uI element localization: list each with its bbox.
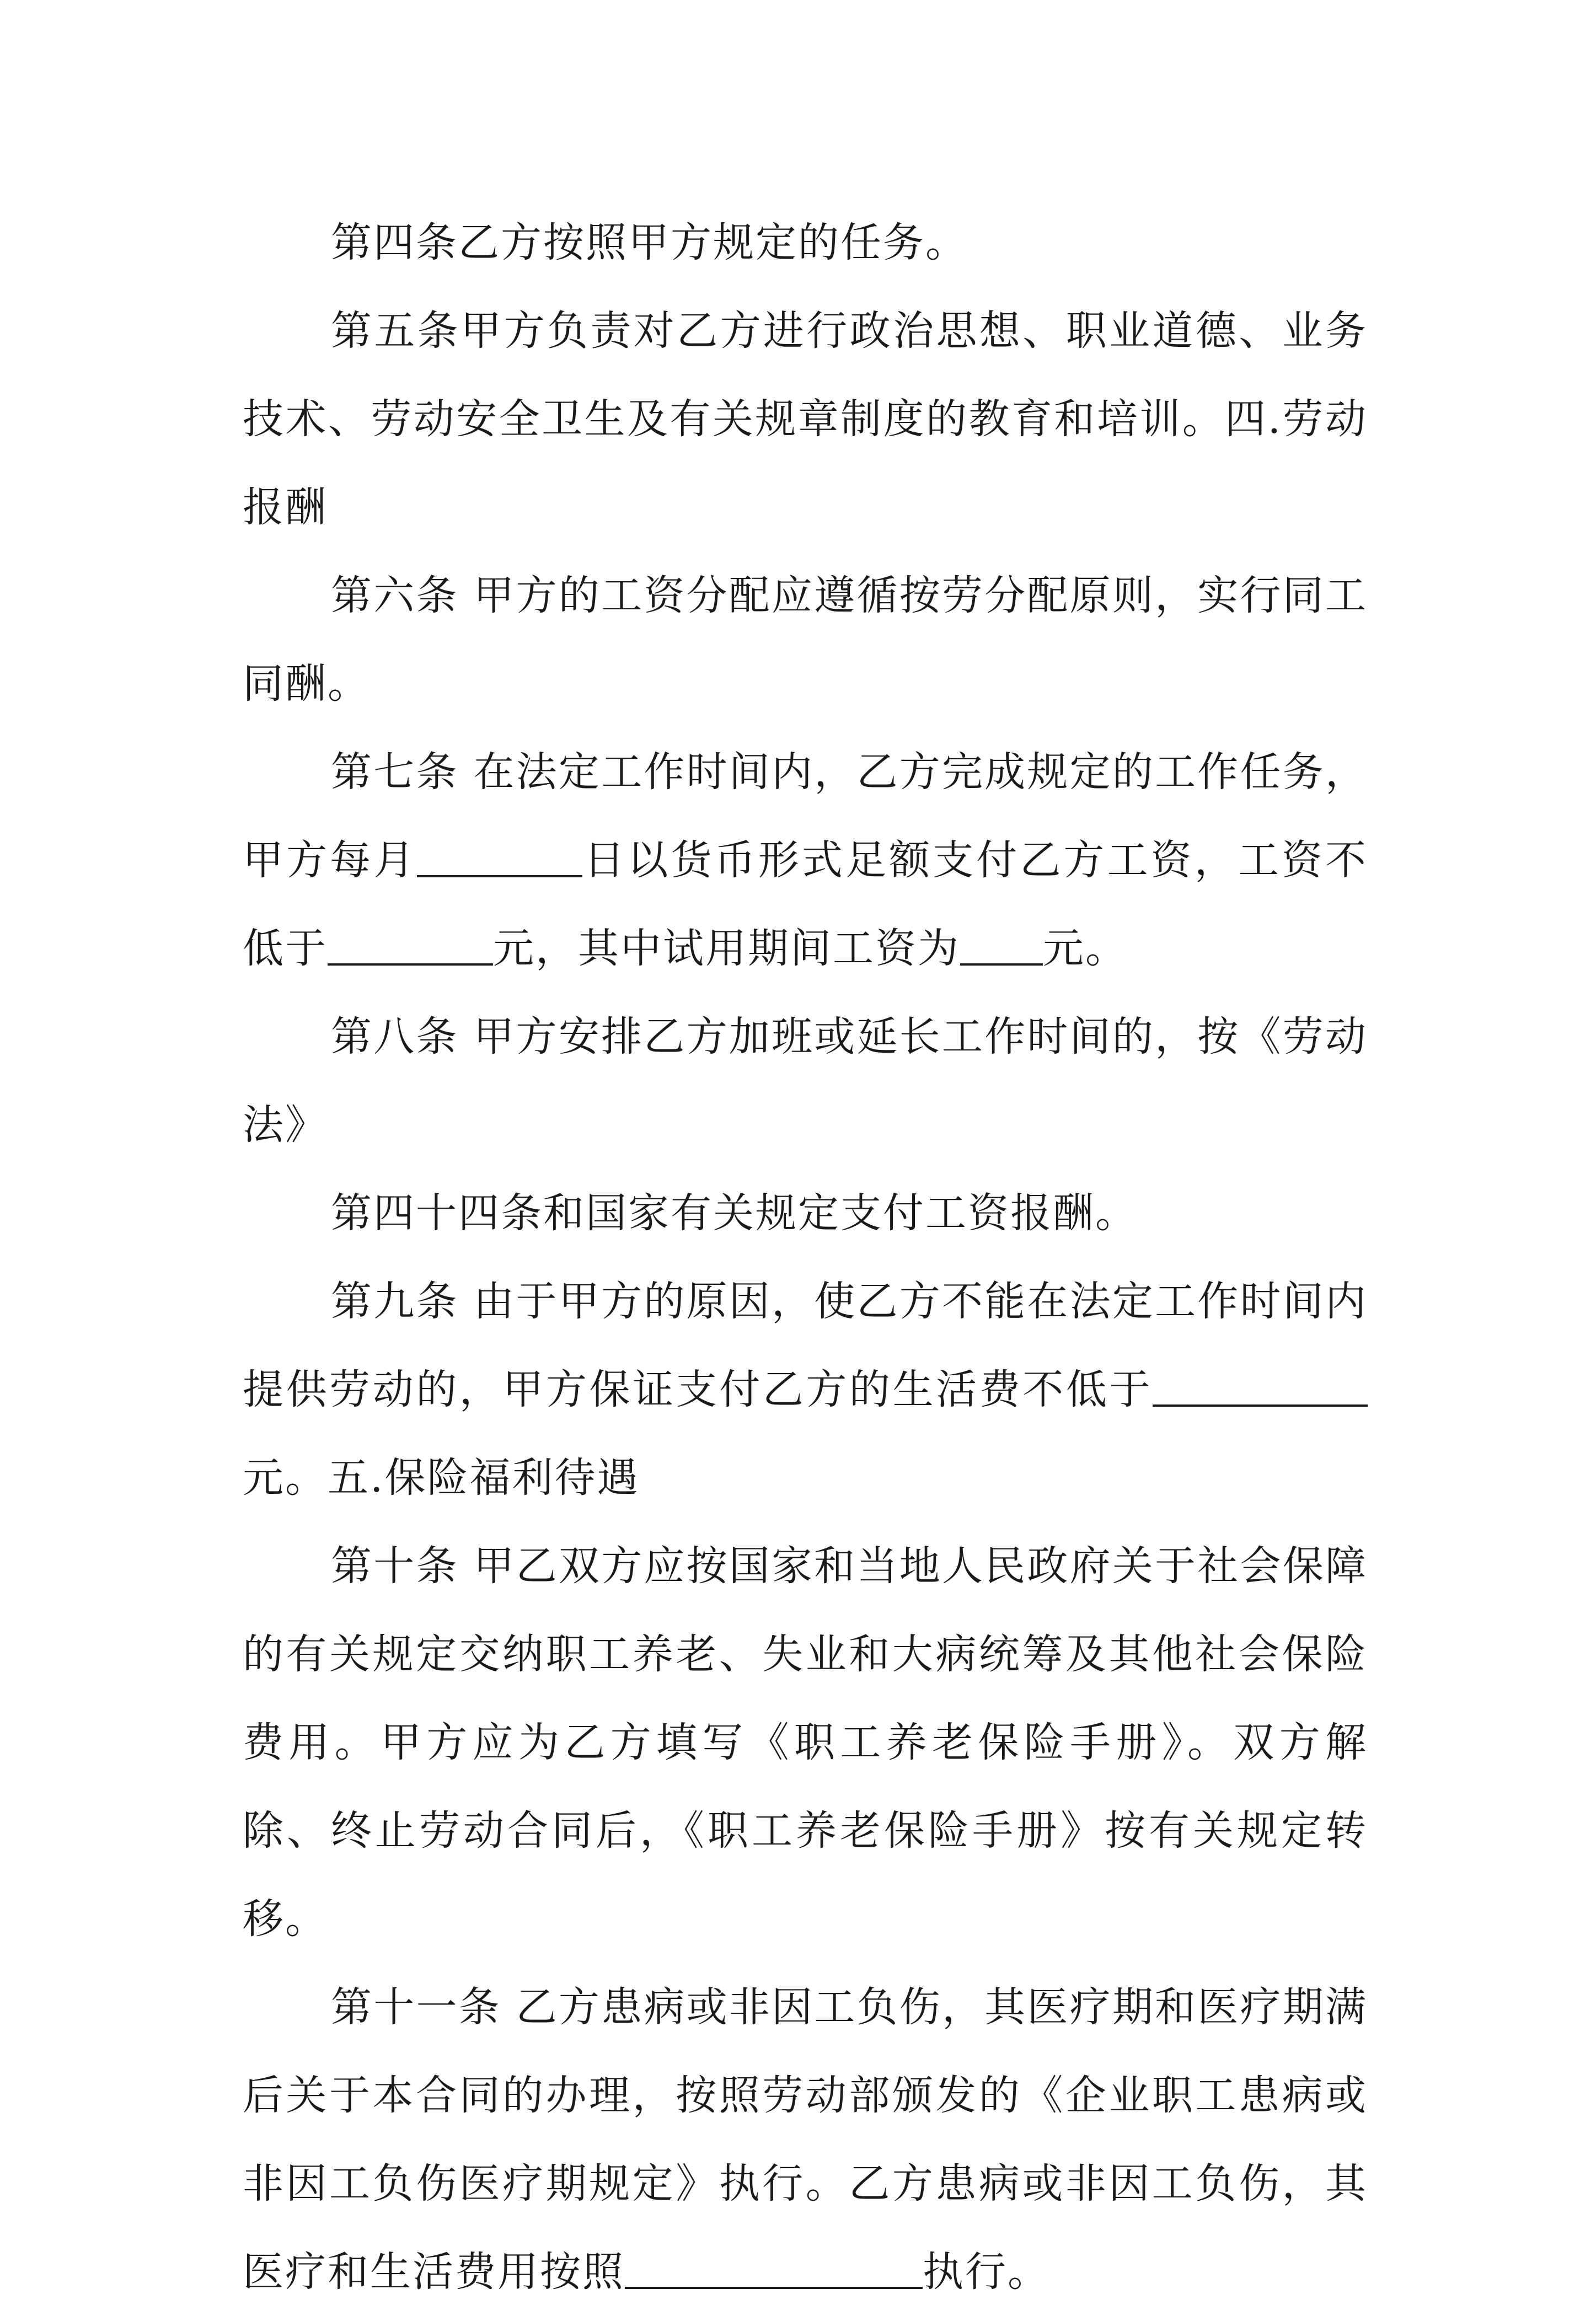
article-7-text-3: 元，其中试用期间工资为 — [493, 925, 960, 972]
article-6: 第六条 甲方的工资分配应遵循按劳分配原则，实行同工同酬。 — [243, 572, 1368, 707]
living-allowance-blank — [1153, 1364, 1329, 1407]
article-7 — [243, 728, 1368, 993]
article-11 — [243, 1963, 1368, 2316]
living-allowance-blank-cont — [1329, 1364, 1368, 1407]
article-9-text-1: 第九条 由于甲方的原因，使乙方不能在法定工作时间内提供劳动的，甲方保证支付乙方的生活费不低于 — [243, 1278, 1368, 1413]
article-7-text-2: 日以货币形式足额支付乙方工资，工资不低于 — [243, 837, 1368, 972]
article-44-reference: 第四十四条和国家有关规定支付工资报酬。 — [331, 1189, 1138, 1237]
article-11-text-1: 第十一条 乙方患病或非因工负伤，其医疗期和医疗期满后关于本合同的办理，按照劳动部颁发的《企业职工患病或非因工负伤医疗期规定》执行。乙方患病或非因工负伤，其医疗和生活费用按照 — [243, 1983, 1368, 2296]
article-9 — [243, 1257, 1368, 1522]
min-wage-blank — [328, 923, 493, 966]
article-5: 第五条甲方负责对乙方进行政治思想、职业道德、业务技术、劳动安全卫生及有关规章制度的教育和培训。四.劳动报酬 — [243, 307, 1368, 531]
article-7-text-1: 第七条 在法定工作时间内，乙方完成规定的工作任务，甲方每月 — [243, 748, 1368, 884]
article-10: 第十条 甲乙双方应按国家和当地人民政府关于社会保障的有关规定交纳职工养老、失业和大病统筹及其他社会保险费用。甲方应为乙方填写《职工养老保险手册》。双方解除、终止劳动合同后，《职工养老保险手册》按有关规定转移。 — [243, 1542, 1368, 1943]
article-4: 第四条乙方按照甲方规定的任务。 — [331, 219, 968, 266]
article-11-text-2: 执行。 — [923, 2248, 1050, 2296]
article-8: 第八条 甲方安排乙方加班或延长工作时间的，按《劳动法》 — [243, 1013, 1368, 1149]
pay-day-blank — [417, 834, 582, 877]
medical-cost-blank — [625, 2246, 923, 2289]
article-7-text-4: 元。 — [1043, 925, 1128, 972]
article-9-text-2: 元。五.保险福利待遇 — [243, 1454, 640, 1502]
probation-wage-blank — [960, 923, 1043, 966]
document-page — [243, 199, 1368, 2316]
